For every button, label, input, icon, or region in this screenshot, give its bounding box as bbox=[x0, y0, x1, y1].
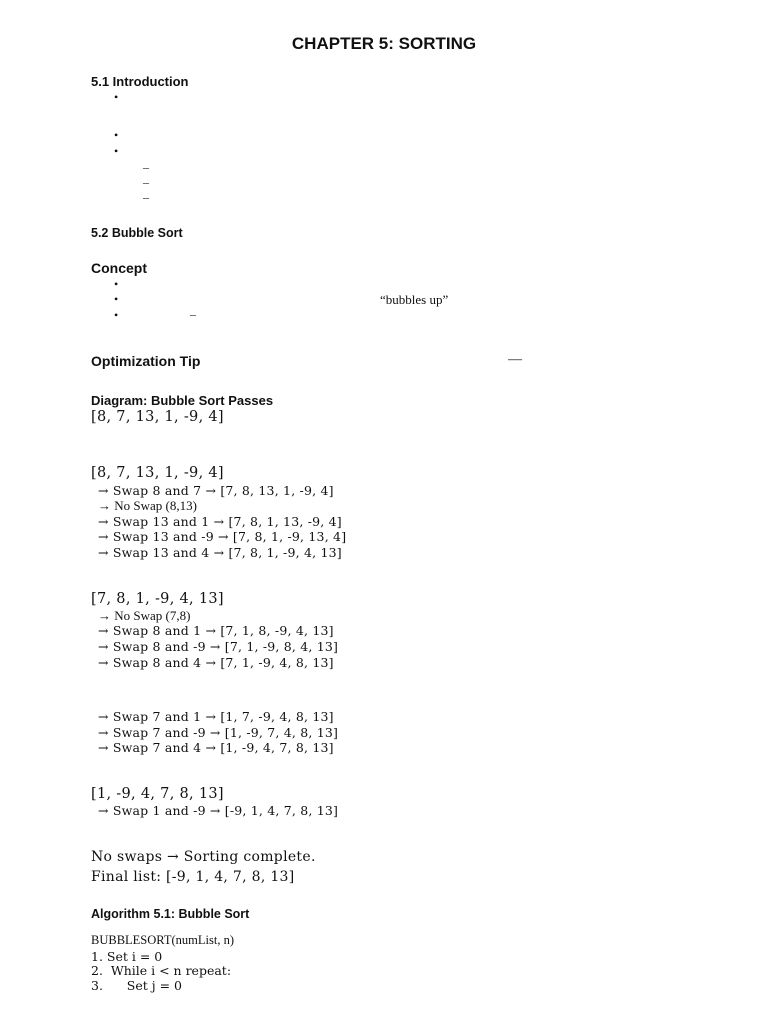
concept-quote: “bubbles up” bbox=[380, 292, 449, 307]
pass-step: → Swap 8 and 4 → [7, 1, -9, 4, 8, 13] bbox=[98, 655, 334, 670]
dash-mark: – bbox=[190, 307, 196, 321]
optimization-tip-heading: Optimization Tip bbox=[91, 353, 201, 369]
pass-step: → Swap 1 and -9 → [-9, 1, 4, 7, 8, 13] bbox=[98, 803, 339, 818]
bullet-mark: • bbox=[114, 292, 119, 306]
algorithm-line: 3. Set j = 0 bbox=[91, 978, 182, 993]
pass-step: → Swap 7 and -9 → [1, -9, 7, 4, 8, 13] bbox=[98, 725, 339, 740]
algorithm-line: 2. While i < n repeat: bbox=[91, 963, 232, 978]
algorithm-line: 1. Set i = 0 bbox=[91, 949, 163, 964]
section-heading-introduction: 5.1 Introduction bbox=[91, 74, 189, 89]
no-swaps-text: No swaps → Sorting complete. bbox=[91, 849, 316, 865]
em-dash-mark: — bbox=[508, 352, 522, 367]
pass-step: → No Swap (8,13) bbox=[98, 498, 197, 513]
pass-4-list: [1, -9, 4, 7, 8, 13] bbox=[91, 786, 224, 802]
pass-1-list: [8, 7, 13, 1, -9, 4] bbox=[91, 465, 224, 481]
algorithm-signature: BUBBLESORT(numList, n) bbox=[91, 933, 235, 947]
page-title: CHAPTER 5: SORTING bbox=[291, 34, 477, 53]
pass-step: → Swap 13 and 1 → [7, 8, 1, 13, -9, 4] bbox=[98, 514, 342, 529]
bullet-mark: • bbox=[114, 144, 119, 158]
bullet-mark: • bbox=[114, 308, 119, 322]
pass-step: → Swap 8 and 7 → [7, 8, 13, 1, -9, 4] bbox=[98, 483, 334, 498]
bullet-mark: • bbox=[114, 90, 119, 104]
diagram-heading: Diagram: Bubble Sort Passes bbox=[91, 393, 274, 408]
pass-2-list: [7, 8, 1, -9, 4, 13] bbox=[91, 591, 224, 607]
bullet-mark: • bbox=[114, 128, 119, 142]
pass-step: → Swap 13 and -9 → [7, 8, 1, -9, 13, 4] bbox=[98, 529, 347, 544]
initial-list: [8, 7, 13, 1, -9, 4] bbox=[91, 409, 224, 425]
dash-mark: – bbox=[143, 175, 149, 189]
pass-step: → No Swap (7,8) bbox=[98, 608, 191, 623]
algorithm-heading: Algorithm 5.1: Bubble Sort bbox=[91, 907, 250, 921]
concept-heading: Concept bbox=[91, 260, 147, 276]
pass-step: → Swap 13 and 4 → [7, 8, 1, -9, 4, 13] bbox=[98, 545, 342, 560]
pass-step: → Swap 7 and 1 → [1, 7, -9, 4, 8, 13] bbox=[98, 709, 334, 724]
dash-mark: – bbox=[143, 160, 149, 174]
pass-step: → Swap 8 and -9 → [7, 1, -9, 8, 4, 13] bbox=[98, 639, 339, 654]
section-heading-bubble-sort: 5.2 Bubble Sort bbox=[91, 226, 183, 240]
bullet-mark: • bbox=[114, 277, 119, 291]
pass-step: → Swap 7 and 4 → [1, -9, 4, 7, 8, 13] bbox=[98, 740, 334, 755]
final-list-text: Final list: [-9, 1, 4, 7, 8, 13] bbox=[91, 869, 295, 885]
pass-step: → Swap 8 and 1 → [7, 1, 8, -9, 4, 13] bbox=[98, 623, 334, 638]
dash-mark: – bbox=[143, 190, 149, 204]
